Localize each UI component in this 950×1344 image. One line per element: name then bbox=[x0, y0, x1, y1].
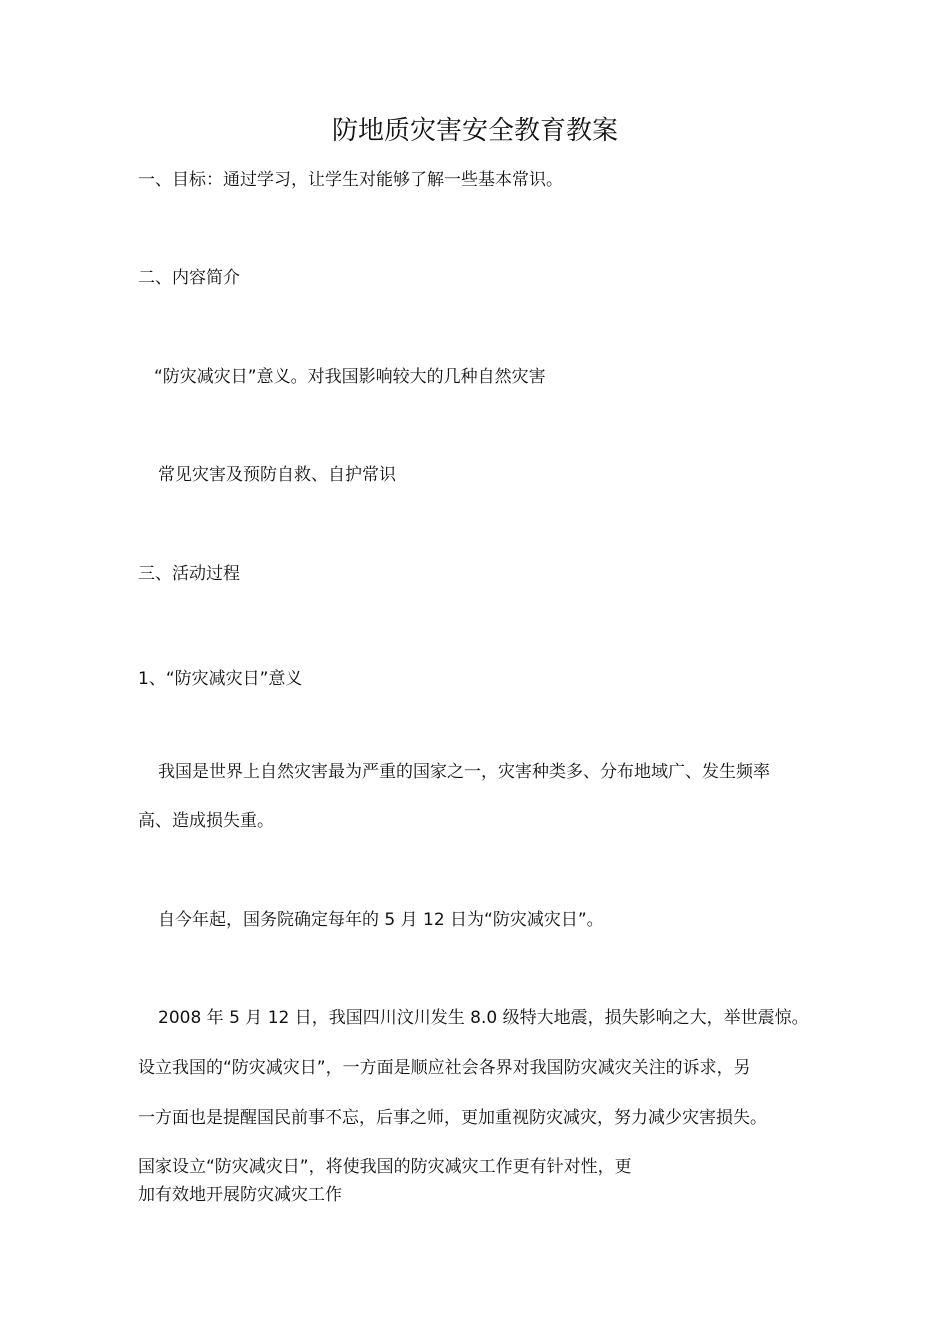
content-item-common-knowledge: 常见灾害及预防自救、自护常识 bbox=[158, 465, 396, 485]
content-item-meaning: “防灾减灾日”意义。对我国影响较大的几种自然灾害 bbox=[154, 367, 546, 387]
paragraph-line: 加有效地开展防灾减灾工作 bbox=[138, 1185, 342, 1205]
paragraph-line: 自今年起，国务院确定每年的 5 月 12 日为“防灾减灾日”。 bbox=[158, 910, 604, 930]
document-title: 防地质灾害安全教育教案 bbox=[331, 116, 618, 146]
paragraph-line: 我国是世界上自然灾害最为严重的国家之一，灾害种类多、分布地域广、发生频率 bbox=[158, 762, 770, 782]
paragraph-line: 2008 年 5 月 12 日，我国四川汶川发生 8.0 级特大地震，损失影响之大，举世震惊。 bbox=[158, 1008, 809, 1028]
section-heading-content: 二、内容简介 bbox=[138, 268, 240, 288]
paragraph-line: 国家设立“防灾减灾日”，将使我国的防灾减灾工作更有针对性，更 bbox=[138, 1157, 632, 1177]
subsection-heading-meaning: 1、“防灾减灾日”意义 bbox=[138, 669, 303, 689]
section-heading-activity: 三、活动过程 bbox=[138, 564, 240, 584]
paragraph-line: 高、造成损失重。 bbox=[138, 811, 274, 831]
paragraph-line: 一方面也是提醒国民前事不忘，后事之师，更加重视防灾减灾，努力减少灾害损失。 bbox=[138, 1108, 767, 1128]
objective-line: 一、目标：通过学习，让学生对能够了解一些基本常识。 bbox=[138, 170, 563, 190]
paragraph-line: 设立我国的“防灾减灾日”，一方面是顺应社会各界对我国防灾减灾关注的诉求，另 bbox=[138, 1058, 751, 1078]
